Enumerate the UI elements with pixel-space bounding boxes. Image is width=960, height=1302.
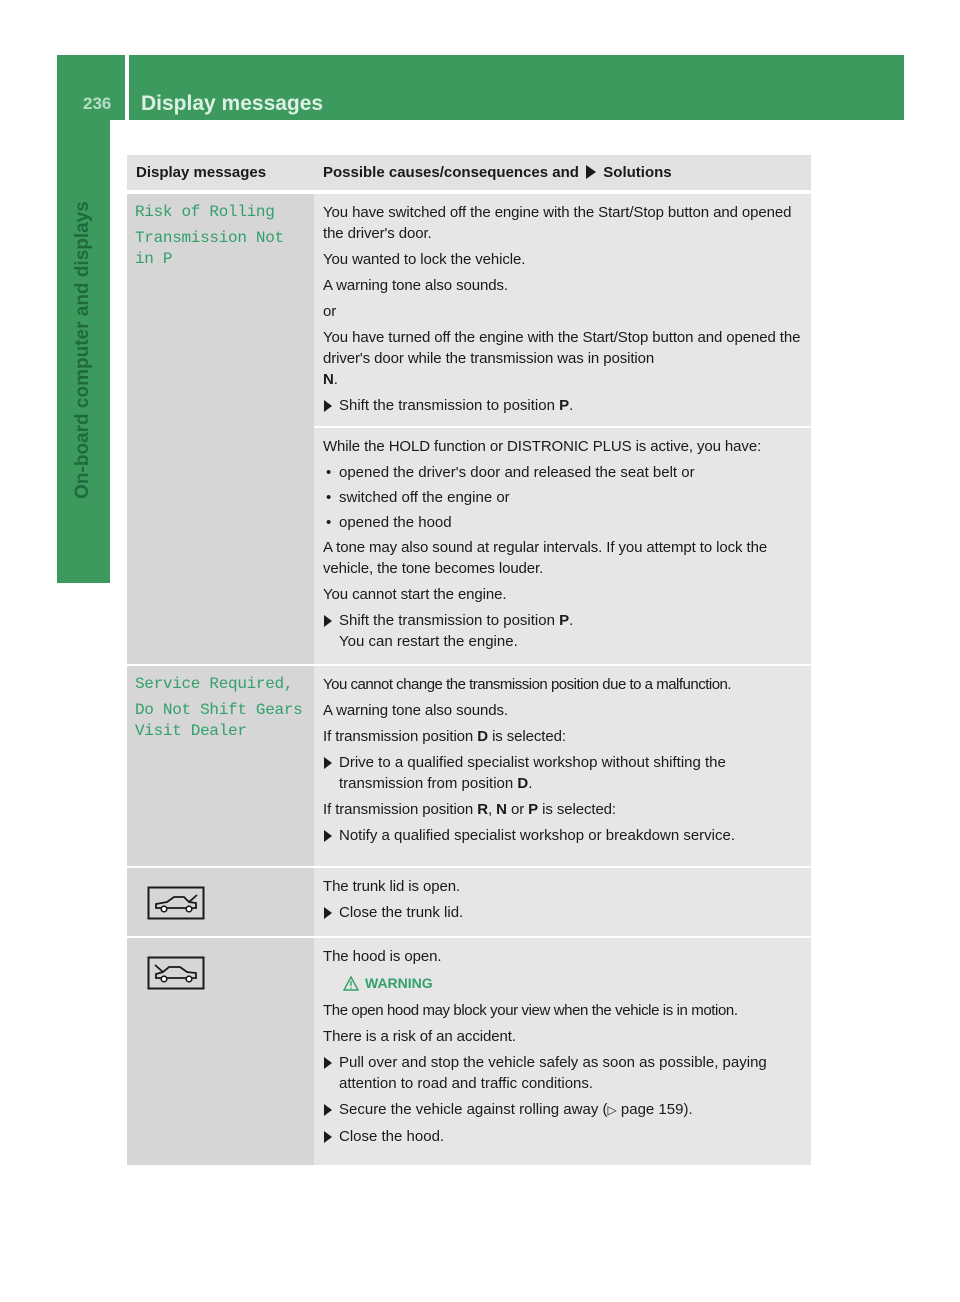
list-item: • switched off the engine or <box>323 487 802 508</box>
display-message: Risk of Rolling Transmission Not in P <box>135 203 284 268</box>
page-reference-link[interactable]: page 159). <box>620 1101 693 1118</box>
hood-open-icon <box>147 956 306 995</box>
table-row <box>127 936 811 1165</box>
instruction-step: Shift the transmission to position P. You can restart the engine. <box>323 610 802 652</box>
instruction-step: Close the hood. <box>323 1126 802 1147</box>
list-item: • opened the hood <box>323 512 802 533</box>
solution-cell: You cannot change the transmission position due to a malfunction. A warning tone also sounds. If transmission position D is selected: Drive to a qualified specialist workshop without shifting the transmission from position D. If transmission position R, N or P is selected: Notify a qualified specialist workshop or breakdown service. <box>314 666 811 866</box>
instruction-step: Drive to a qualified specialist workshop without shifting the transmission from position D. <box>323 752 802 794</box>
message-cell <box>127 868 314 936</box>
page-title: Display messages <box>141 92 324 115</box>
warning-triangle-icon <box>343 976 359 991</box>
display-messages-table <box>127 155 811 1165</box>
table-row <box>127 866 811 936</box>
display-message: Service Required, Do Not Shift Gears Visit Dealer <box>135 675 303 740</box>
trunk-open-icon <box>147 886 306 925</box>
side-tab-label: On-board computer and displays <box>72 201 93 499</box>
solution-cell: The hood is open. WARNING The open hood may block your view when the vehicle is in motion. There is a risk of an accident. Pull over and stop the vehicle safely as soon as possible, paying attention to road and traffic conditions. Secure the vehicle against rolling away (▷ page 159). Close the hood. <box>314 938 811 1165</box>
message-cell <box>127 938 314 1165</box>
arrow-right-icon <box>586 165 596 179</box>
instruction-step: Notify a qualified specialist workshop or breakdown service. <box>323 825 802 846</box>
table-header <box>127 155 811 192</box>
message-cell <box>127 194 314 664</box>
column-header-solutions: Possible causes/consequences and Solutions <box>323 164 672 181</box>
column-header-messages: Display messages <box>136 164 267 181</box>
page-number-box <box>57 55 125 120</box>
table-row <box>127 664 811 866</box>
page-ref-arrow-icon: ▷ <box>607 1103 617 1117</box>
warning-label: WARNING <box>343 973 802 994</box>
instruction-step: Secure the vehicle against rolling away (▷ page 159). <box>323 1099 802 1121</box>
instruction-step: Close the trunk lid. <box>323 902 802 923</box>
solution-cell: While the HOLD function or DISTRONIC PLUS is active, you have: • opened the driver's door and released the seat belt or • switched off the engine or • opened the hood A tone may also sound at regular intervals. If you attempt to lock the vehicle, the tone becomes louder. You cannot start the engine. Shift the transmission to position P. You can restart the engine. <box>314 426 811 664</box>
instruction-step: Shift the transmission to position P. <box>323 395 802 416</box>
header-bar <box>129 55 904 120</box>
page-number: 236 <box>83 94 112 113</box>
solution-cell: You have switched off the engine with the Start/Stop button and opened the driver's door. You wanted to lock the vehicle. A warning tone also sounds. or You have turned off the engine with the Start/Stop button and opened the driver's door while the transmission was in position N. Shift the transmission to position P. <box>314 194 811 426</box>
solution-cell: The trunk lid is open. Close the trunk lid. <box>314 868 811 936</box>
list-item: • opened the driver's door and released the seat belt or <box>323 462 802 483</box>
table-row <box>127 192 811 664</box>
instruction-step: Pull over and stop the vehicle safely as soon as possible, paying attention to road and traffic conditions. <box>323 1052 802 1094</box>
message-cell <box>127 666 314 866</box>
